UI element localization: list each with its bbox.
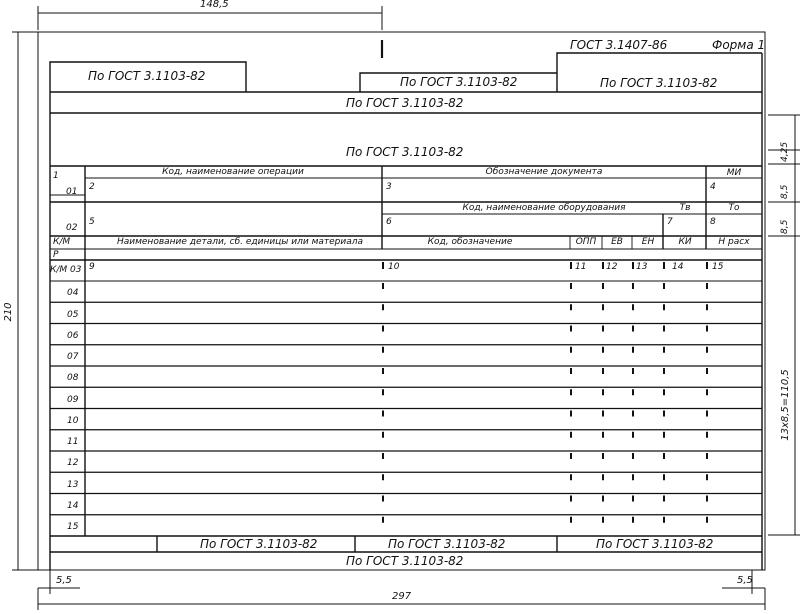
col-header-part: Наименование детали, сб. единицы или материала	[116, 237, 364, 247]
row-number: 04	[67, 288, 79, 299]
dim-top: 148,5	[200, 0, 229, 10]
header-ref-row: По ГОСТ 3.1103-82	[346, 96, 464, 110]
field-3: 3	[386, 182, 392, 192]
row-number: 09	[67, 394, 79, 405]
col-header-code: Код, обозначение	[427, 237, 513, 247]
col-header-opp: ОПП	[575, 237, 597, 247]
field-14: 14	[672, 262, 684, 272]
row-number: 06	[67, 330, 79, 341]
row-number: 12	[67, 458, 79, 469]
row-number: 10	[67, 415, 79, 426]
col-header-mi: МИ	[726, 168, 742, 178]
col-header-en: ЕН	[641, 237, 655, 247]
header-ref-big: По ГОСТ 3.1103-82	[346, 145, 464, 159]
footer-ref-1: По ГОСТ 3.1103-82	[200, 537, 318, 551]
row-number: 08	[67, 373, 79, 384]
header-ref-mid: По ГОСТ 3.1103-82	[400, 75, 518, 89]
form-frame	[50, 40, 762, 570]
field-10: 10	[388, 262, 400, 272]
dim-right-body: 13x8,5=110,5	[780, 369, 791, 441]
footer-ref-2: По ГОСТ 3.1103-82	[388, 537, 506, 551]
row-label-km03: К/М 03	[50, 265, 82, 275]
col-header-ev: ЕВ	[611, 237, 623, 247]
footer-ref-3: По ГОСТ 3.1103-82	[596, 537, 714, 551]
dim-right-85a: 8,5	[780, 184, 790, 199]
dim-bottom-right: 5,5	[737, 575, 753, 586]
field-15: 15	[712, 262, 724, 272]
footer-ref-bottom: По ГОСТ 3.1103-82	[346, 554, 464, 568]
col-header-operation: Код, наименование операции	[162, 167, 304, 177]
col-header-ki: КИ	[678, 237, 692, 247]
form-code: ГОСТ 3.1407-86	[570, 38, 668, 52]
row-number: 14	[67, 500, 79, 511]
field-2: 2	[89, 182, 95, 192]
column-ticks	[383, 262, 707, 523]
row-label-1: 1	[53, 171, 59, 181]
dim-right-85b: 8,5	[780, 219, 790, 234]
row-label-02: 02	[66, 223, 78, 233]
dim-right-425: 4,25	[780, 141, 790, 162]
row-number: 05	[67, 309, 79, 320]
dim-bottom: 297	[392, 591, 412, 602]
field-12: 12	[606, 262, 618, 272]
row-number: 15	[67, 522, 79, 532]
row-number: 11	[67, 437, 79, 447]
field-11: 11	[575, 262, 587, 272]
dim-left: 210	[3, 302, 14, 322]
col-header-nrasx: Н расх	[718, 237, 750, 247]
row-number: 07	[67, 352, 79, 362]
field-9: 9	[89, 262, 95, 272]
header-ref-right: По ГОСТ 3.1103-82	[600, 76, 718, 90]
field-8: 8	[710, 217, 716, 227]
table-thin-lines	[50, 178, 762, 281]
dim-bottom-left: 5,5	[56, 575, 72, 586]
col-header-to: То	[728, 203, 740, 213]
table-row-lines	[50, 302, 762, 515]
field-4: 4	[710, 182, 716, 192]
col-header-document: Обозначение документа	[485, 167, 603, 177]
col-header-equipment: Код, наименование оборудования	[462, 203, 626, 213]
field-6: 6	[386, 217, 392, 227]
row-number: 13	[67, 479, 79, 490]
row-label-km: К/М	[53, 237, 71, 247]
row-label-01: 01	[66, 187, 78, 197]
col-header-tv: Тв	[679, 203, 691, 213]
form-number: Форма 1	[712, 38, 766, 52]
header-ref-left: По ГОСТ 3.1103-82	[88, 69, 206, 83]
field-7: 7	[667, 217, 673, 227]
field-5: 5	[89, 217, 95, 227]
row-label-p: Р	[53, 250, 59, 260]
field-13: 13	[636, 262, 648, 272]
